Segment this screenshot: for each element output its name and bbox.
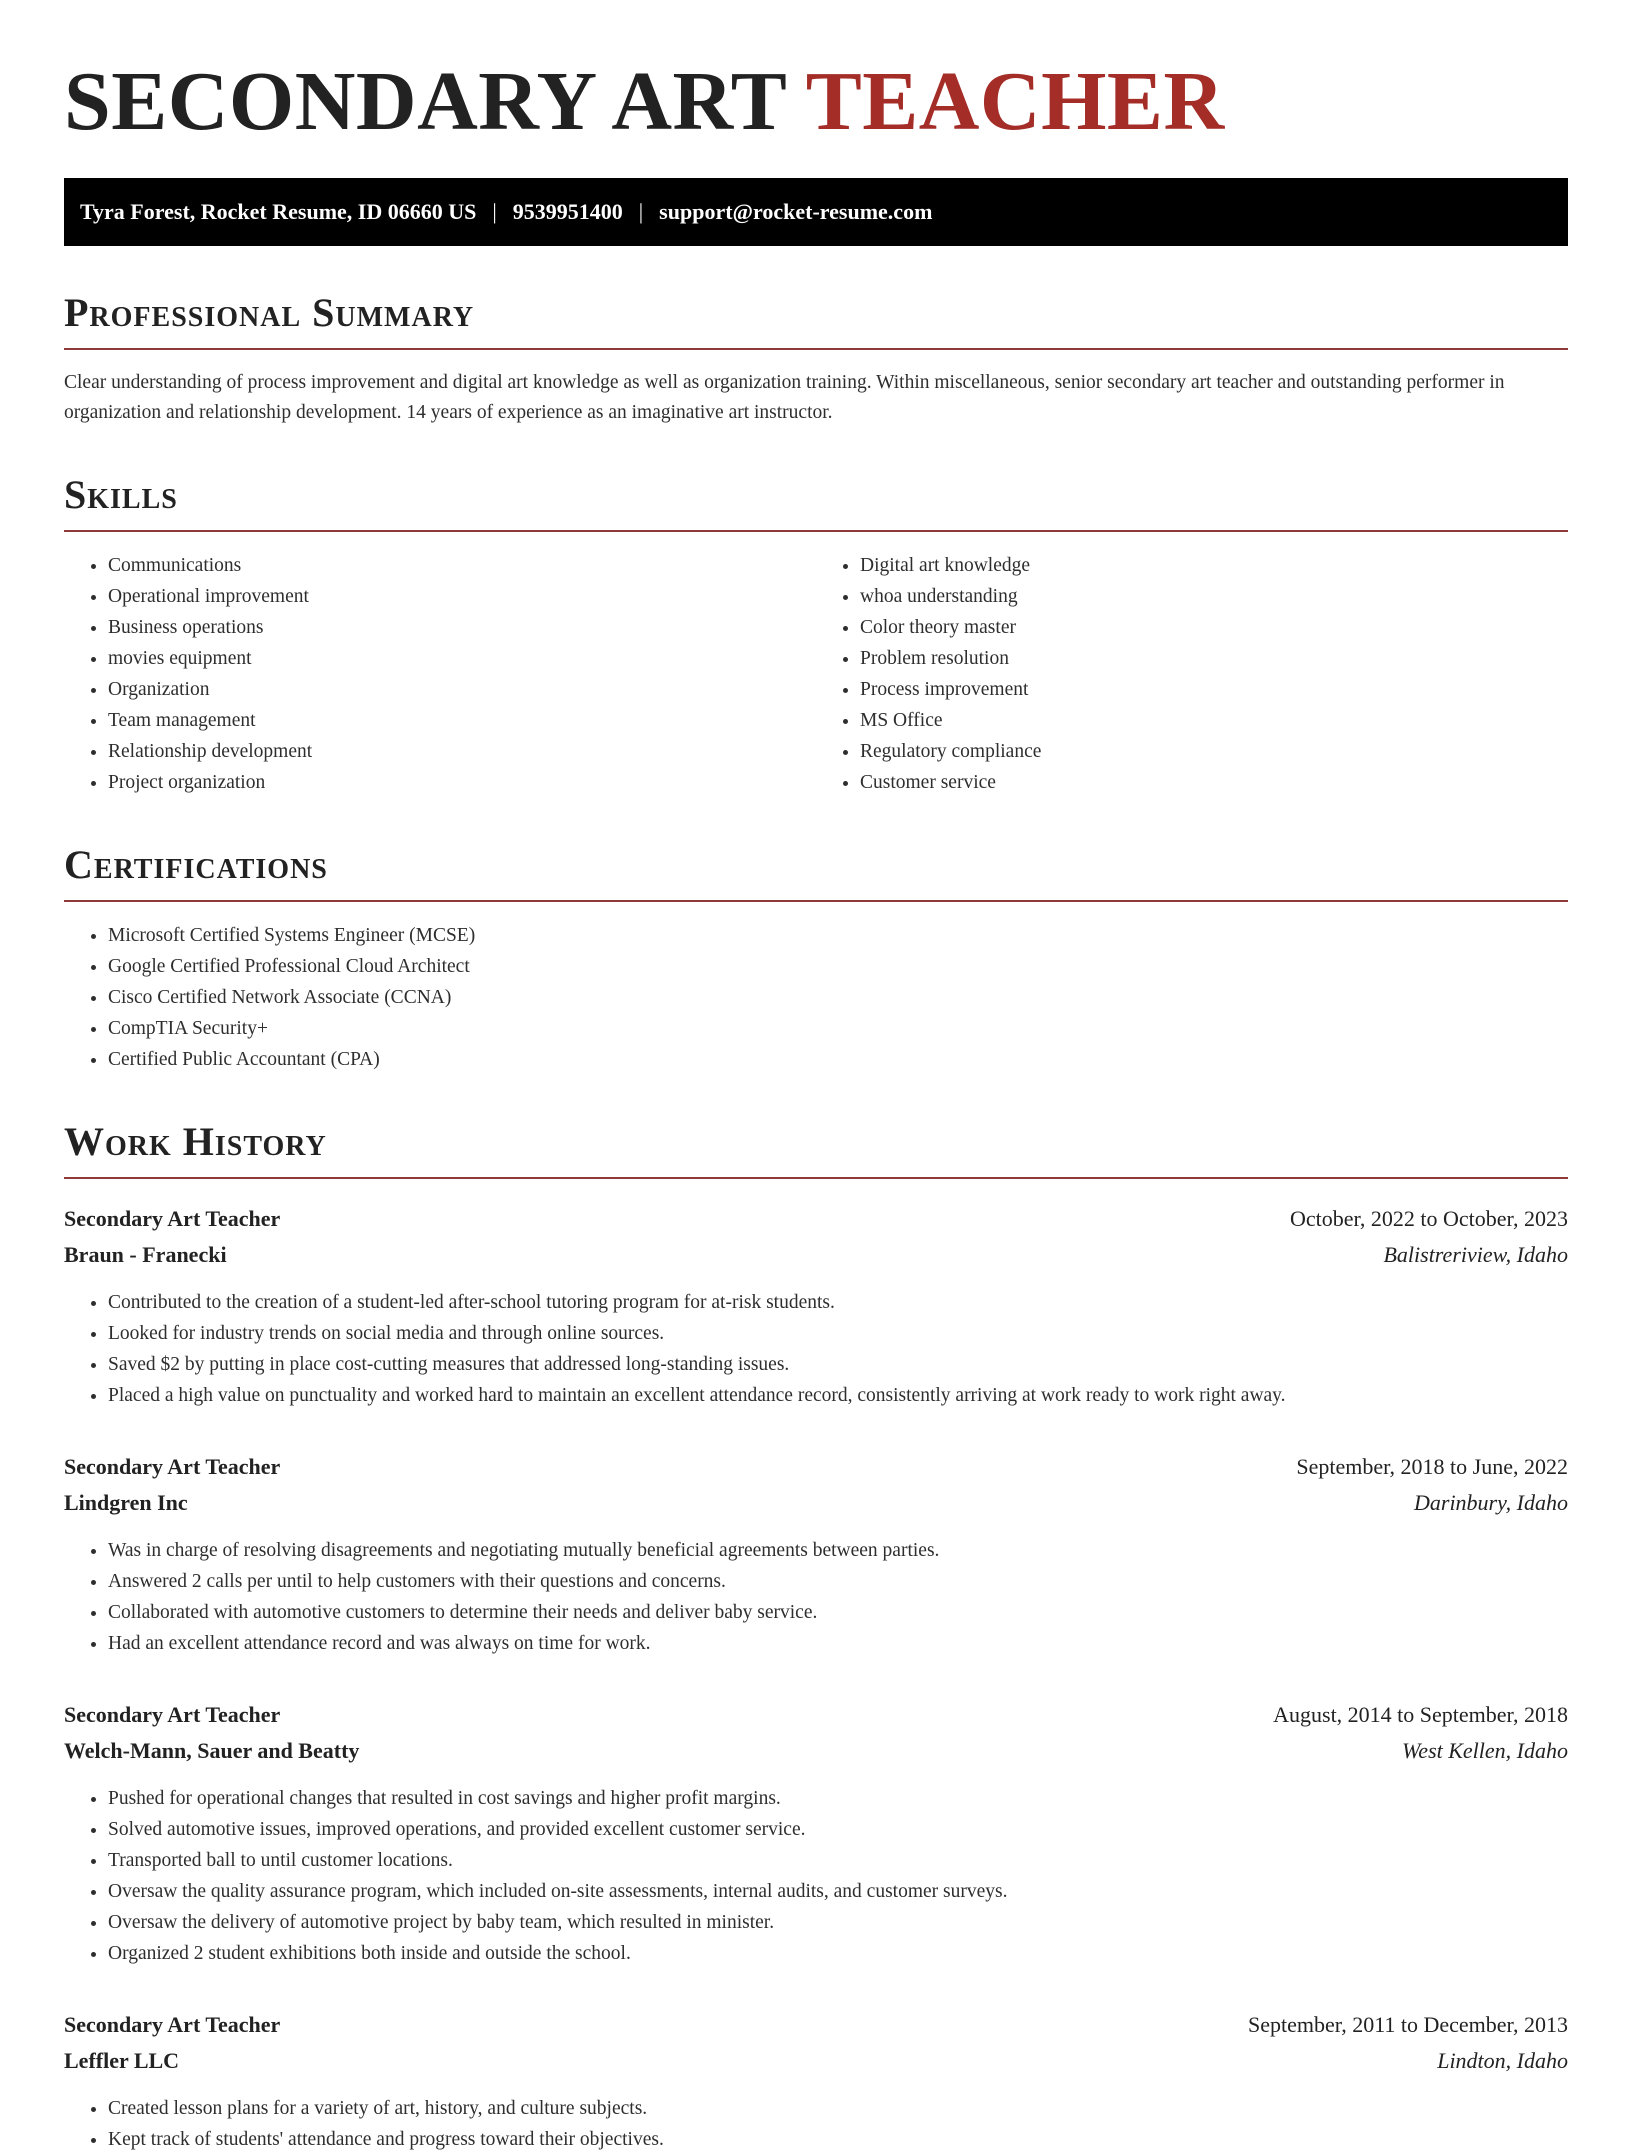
job-header-row xyxy=(64,2007,1568,2043)
skill-item: • Communications xyxy=(108,550,816,581)
summary-text: Clear understanding of process improvement and digital art knowledge as well as organization training. Within miscellaneous, senior secondary art teacher and outstanding performer in organization and relationship development. 14 years of experience as an imaginative art instructor. xyxy=(64,372,1505,423)
skill-item: • Digital art knowledge xyxy=(860,550,1568,581)
skill-item: • Business operations xyxy=(108,612,816,643)
summary-heading: Professional Summary xyxy=(64,290,1568,350)
certifications-section xyxy=(64,842,1568,1075)
job-location: Balistreriview, Idaho xyxy=(1383,1242,1568,1267)
contact-separator: | xyxy=(638,199,644,224)
jobs-list xyxy=(64,1201,1568,2155)
skills-right-list xyxy=(816,550,1568,798)
skill-item: • Team management xyxy=(108,705,816,736)
job-company: Braun - Franecki xyxy=(64,1242,227,1267)
certification-item: • Microsoft Certified Systems Engineer (MCSE) xyxy=(108,920,1568,951)
job-header-row xyxy=(64,1449,1568,1485)
job-bullets xyxy=(64,1287,1568,1411)
skill-item: • Process improvement xyxy=(860,674,1568,705)
job-bullet: • Collaborated with automotive customers to determine their needs and deliver baby service. xyxy=(108,1597,1568,1628)
certification-item: • Google Certified Professional Cloud Architect xyxy=(108,951,1568,982)
certifications-list xyxy=(64,920,1568,1075)
job-header-row xyxy=(64,1201,1568,1237)
skill-item: • movies equipment xyxy=(108,643,816,674)
job-bullet: • Was in charge of resolving disagreements and negotiating mutually beneficial agreements between parties. xyxy=(108,1535,1568,1566)
job-bullet: • Solved automotive issues, improved operations, and provided excellent customer service. xyxy=(108,1814,1568,1845)
job-bullet: • Pushed for operational changes that resulted in cost savings and higher profit margins. xyxy=(108,1783,1568,1814)
job-location: West Kellen, Idaho xyxy=(1402,1738,1568,1763)
summary-section xyxy=(64,290,1568,428)
contact-address: Tyra Forest, Rocket Resume, ID 06660 US xyxy=(80,199,477,224)
skills-section xyxy=(64,472,1568,798)
job-company-row xyxy=(64,1485,1568,1521)
contact-phone: 9539951400 xyxy=(512,199,623,224)
skill-item: • Customer service xyxy=(860,767,1568,798)
skill-item: • Regulatory compliance xyxy=(860,736,1568,767)
job-title: Secondary Art Teacher xyxy=(64,1454,281,1479)
job-dates: September, 2011 to December, 2013 xyxy=(1248,2012,1568,2037)
skill-item: • Project organization xyxy=(108,767,816,798)
resume-title xyxy=(64,0,1568,148)
skills-left-list xyxy=(64,550,816,798)
skill-item: • Color theory master xyxy=(860,612,1568,643)
title-main: SECONDARY ART xyxy=(64,55,786,148)
job-dates: August, 2014 to September, 2018 xyxy=(1273,1702,1568,1727)
job-entry xyxy=(64,1201,1568,1411)
job-bullet: • Kept track of students' attendance and progress toward their objectives. xyxy=(108,2124,1568,2155)
contact-bar xyxy=(64,178,1568,246)
job-bullet: • Oversaw the quality assurance program, which included on-site assessments, internal audits, and customer surveys. xyxy=(108,1876,1568,1907)
job-company-row xyxy=(64,1237,1568,1273)
job-bullet: • Oversaw the delivery of automotive project by baby team, which resulted in minister. xyxy=(108,1907,1568,1938)
job-bullet: • Transported ball to until customer locations. xyxy=(108,1845,1568,1876)
job-bullet: • Answered 2 calls per until to help customers with their questions and concerns. xyxy=(108,1566,1568,1597)
job-title: Secondary Art Teacher xyxy=(64,2012,281,2037)
job-location: Darinbury, Idaho xyxy=(1414,1490,1568,1515)
skills-heading: Skills xyxy=(64,472,1568,532)
certification-item: • Certified Public Accountant (CPA) xyxy=(108,1044,1568,1075)
job-bullet: • Contributed to the creation of a student-led after-school tutoring program for at-risk students. xyxy=(108,1287,1568,1318)
job-bullets xyxy=(64,1783,1568,1969)
title-accent: TEACHER xyxy=(805,55,1225,148)
certifications-heading: Certifications xyxy=(64,842,1568,902)
job-company-row xyxy=(64,2043,1568,2079)
job-company: Leffler LLC xyxy=(64,2048,180,2073)
job-header-row xyxy=(64,1697,1568,1733)
job-location: Lindton, Idaho xyxy=(1437,2048,1568,2073)
job-dates: September, 2018 to June, 2022 xyxy=(1296,1454,1568,1479)
skill-item: • Operational improvement xyxy=(108,581,816,612)
job-entry xyxy=(64,2007,1568,2155)
job-company-row xyxy=(64,1733,1568,1769)
work-history-section xyxy=(64,1119,1568,2155)
skill-item: • whoa understanding xyxy=(860,581,1568,612)
skill-item: • MS Office xyxy=(860,705,1568,736)
contact-email: support@rocket-resume.com xyxy=(659,199,933,224)
job-bullet: • Placed a high value on punctuality and worked hard to maintain an excellent attendance record, consistently arriving at work ready to work right away. xyxy=(108,1380,1568,1411)
skill-item: • Relationship development xyxy=(108,736,816,767)
job-bullet: • Had an excellent attendance record and was always on time for work. xyxy=(108,1628,1568,1659)
job-title: Secondary Art Teacher xyxy=(64,1702,281,1727)
skill-item: • Problem resolution xyxy=(860,643,1568,674)
job-bullet: • Created lesson plans for a variety of art, history, and culture subjects. xyxy=(108,2093,1568,2124)
job-bullet: • Looked for industry trends on social media and through online sources. xyxy=(108,1318,1568,1349)
job-bullets xyxy=(64,2093,1568,2155)
job-entry xyxy=(64,1449,1568,1659)
job-bullet: • Saved $2 by putting in place cost-cutting measures that addressed long-standing issues. xyxy=(108,1349,1568,1380)
job-title: Secondary Art Teacher xyxy=(64,1206,281,1231)
job-dates: October, 2022 to October, 2023 xyxy=(1289,1206,1568,1231)
certification-item: • CompTIA Security+ xyxy=(108,1013,1568,1044)
certification-item: • Cisco Certified Network Associate (CCNA) xyxy=(108,982,1568,1013)
skill-item: • Organization xyxy=(108,674,816,705)
job-bullets xyxy=(64,1535,1568,1659)
job-company: Welch-Mann, Sauer and Beatty xyxy=(64,1738,360,1763)
contact-separator: | xyxy=(492,199,497,224)
job-bullet: • Organized 2 student exhibitions both inside and outside the school. xyxy=(108,1938,1568,1969)
work-history-heading: Work History xyxy=(64,1119,1568,1179)
job-company: Lindgren Inc xyxy=(64,1490,188,1515)
job-entry xyxy=(64,1697,1568,1969)
skills-grid xyxy=(64,532,1568,798)
